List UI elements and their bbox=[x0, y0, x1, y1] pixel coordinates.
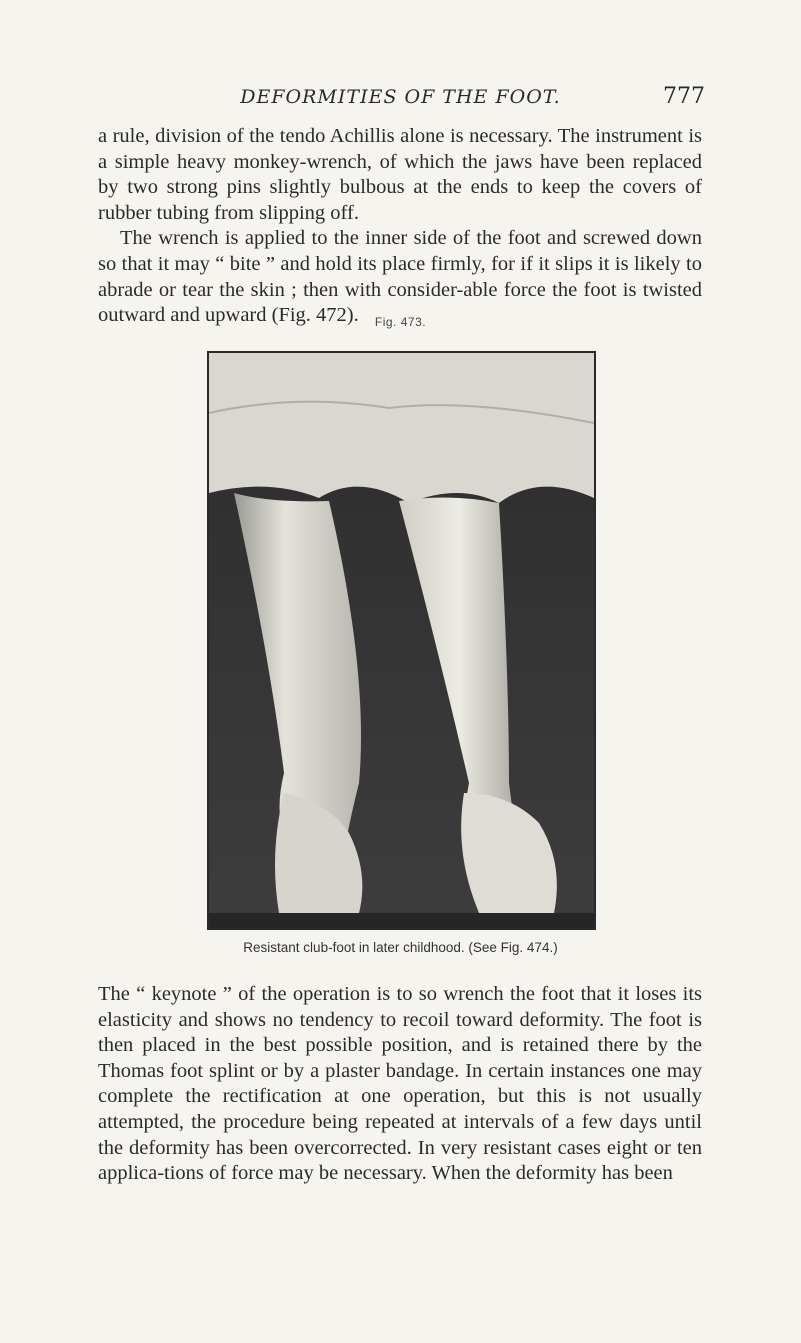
club-foot-photo-illustration bbox=[209, 353, 594, 928]
text-block-top bbox=[98, 124, 702, 329]
paragraph: The wrench is applied to the inner side of the foot and screwed down so that it may “ bite ” and hold its place firmly, for if it slips it is likely to abrade or tear the skin ; then with consider-able force the foot is twisted outward and upward (Fig. 472). bbox=[98, 227, 702, 327]
figure-caption: Resistant club-foot in later childhood. (See Fig. 474.) bbox=[243, 940, 558, 955]
page-number: 777 bbox=[663, 84, 705, 109]
running-title: DEFORMITIES OF THE FOOT. bbox=[240, 86, 561, 108]
page-header bbox=[0, 84, 801, 114]
figure-label: Fig. 473. bbox=[374, 315, 427, 329]
text-block-bottom bbox=[98, 982, 702, 1187]
figure-photograph bbox=[207, 351, 596, 930]
paragraph: The “ keynote ” of the operation is to so wrench the foot that it loses its elasticity and shows no tendency to recoil toward deformity. The foot is then placed in the best possible position, and is retained there by the Thomas foot splint or by a plaster bandage. In certain instances one may complete the rectification at one operation, but this is not usually attempted, the procedure being repeated at intervals of a few days until the deformity has been overcorrected. In very resistant cases eight or ten applica-tions of force may be necessary. When the deformity has been bbox=[98, 983, 702, 1185]
paragraph: a rule, division of the tendo Achillis alone is necessary. The instrument is a simple heavy monkey-wrench, of which the jaws have been replaced by two strong pins slightly bulbous at the ends to keep the covers of rubber tubing from slipping off. bbox=[98, 125, 702, 224]
